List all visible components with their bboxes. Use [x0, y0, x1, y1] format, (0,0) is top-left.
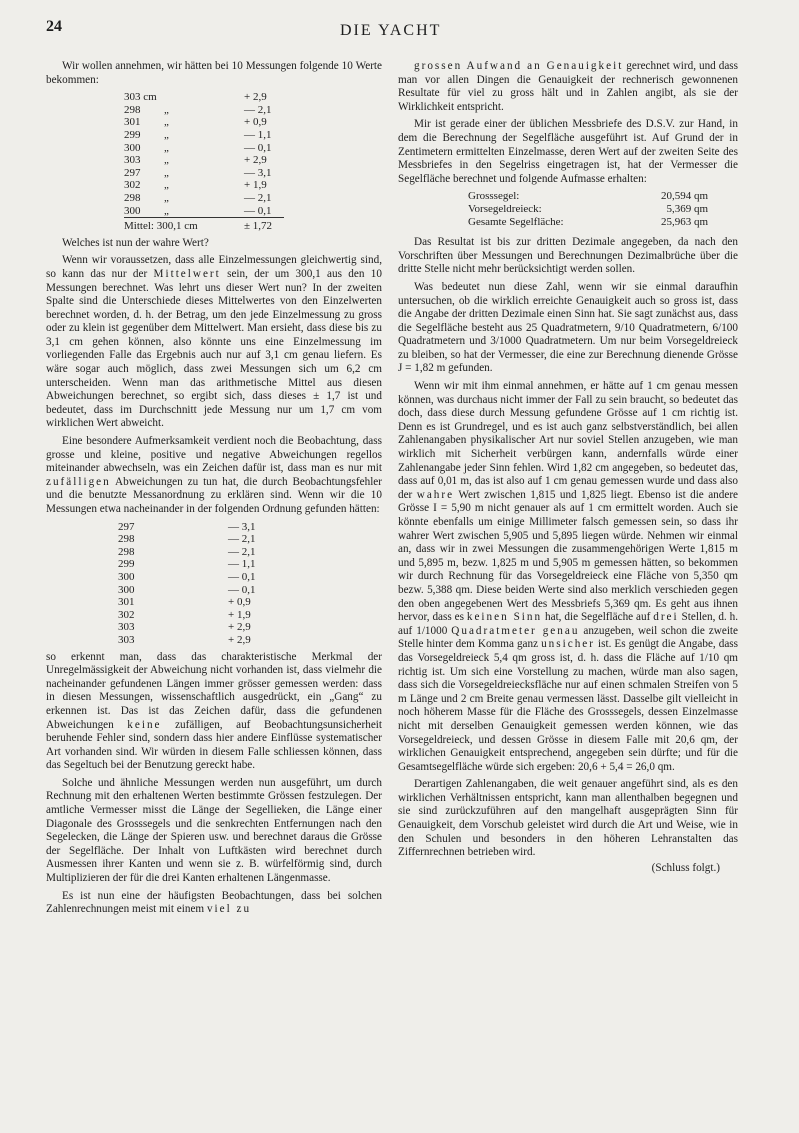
table-cell: „	[164, 141, 169, 154]
journal-title: DIE YACHT	[340, 22, 442, 39]
table-cell: + 0,9	[244, 116, 267, 129]
table-row	[124, 91, 284, 104]
paragraph: Wenn wir mit ihm einmal annehmen, er hätte auf 1 cm genau messen können, was durchaus nicht immer der Fall zu sein braucht, so bedeutet das doch, dass diese durch Messung gefundene Grösse auf 1 cm richtig ist. Denn es ist Grundregel, und es ist auch ganz selbstverständlich, bei allen Zahlenangaben physikalischer Art nur soviel Stellen anzugeben, wie man wirklich mit Sicherheit verbürgen kann, andernfalls würde einer Zahlenangabe jeder Sinn fehlen. Wird 1,82 cm angegeben, so bedeutet das, dass auf 0,01 m, das ist also auf 1 cm genau gemessen wurde und dass also der wahre Wert zwischen 1,815 und 1,825 liegt. Ebenso ist die andere Grösse I = 5,90 m nicht genauer als auf 1 cm ermittelt worden. Auch sie könnte ebenfalls um einige Millimeter falsch gemessen sein, so dass ihr wahrer Wert zwischen 5,905 und 5,895 liegen würde. Nehmen wir einmal an, dass wir in zwei Messungen die zusammengehörigen Werte 1,815 m und 5,895 m, bezw. 1,825 m und 5,905 m gemessen hätten, so bekommen wir durch Rechnung für das Vorsegeldreieck eine Fläche von 5,350 qm bezw. 5,388 qm. Diese beiden Werte sind also merklich verschieden gegen den oben angegebenen Wert des Messbriefs 5,369 qm. Es geht aus ihnen hervor, dass es keinen Sinn hat, die Segelfläche auf drei Stellen, d. h. auf 1/1000 Quadratmeter genau anzugeben, weil schon die zweite Stelle hinter dem Komma ganz unsicher ist. Es genügt die Angabe, dass das Vorsegeldreieck 5,4 qm gross ist, d. h. dass die Fläche auf 1/10 qm richtig ist. Um sich eine Vorstellung zu machen, würde man also sagen, dass sich die Vorsegeldreiecksfläche nur auf einen schmalen Streifen von 5 m Länge und 2 cm Breite genau vermessen lässt. Dasselbe gilt vielleicht in noch höherem Masse für die Fläche des Grosssegels, dessen Einzelmasse nicht mit derselben Genauigkeit gemessen werden können, wie das Vorsegeldreieck, und dessen Grösse in diesem Falle mit 20,6 qm, der wirklichen Genauigkeit entsprechend, angegeben sein dürfte; und für die Gesamtsegelfläche würde sich ergeben: 20,6 + 5,4 = 26,0 qm.	[398, 380, 739, 773]
table-cell: 300	[124, 204, 141, 217]
table-cell: + 2,9	[228, 633, 251, 646]
measurement-table-1	[124, 91, 284, 233]
mean-row	[124, 218, 284, 233]
paragraph: Das Resultat ist bis zur dritten Dezimale angegeben, da nach den Vorschriften über Messungen und Berechnungen Dezimalbrüche über die dritte Stelle nicht mehr berücksichtigt werden sollen.	[398, 236, 738, 276]
table-row	[118, 571, 278, 584]
table-row	[124, 129, 284, 142]
paragraph: Eine besondere Aufmerksamkeit verdient noch die Beobachtung, dass grosse und kleine, positive und negative Abweichungen regellos miteinander abwechseln, was ein Zeichen dafür ist, dass man es nur mit zufälligen Abweichungen zu tun hat, die durch Beobachtungsfehler und die benutzte Messanordnung zu erklären sind. Wenn wir die 10 Messungen etwa nacheinander in der folgenden Ordnung gefunden hätten:	[46, 435, 382, 515]
table-cell: + 1,9	[228, 608, 251, 621]
to-be-continued: (Schluss folgt.)	[651, 861, 720, 874]
question: Welches ist nun der wahre Wert?	[62, 236, 209, 249]
paragraph: so erkennt man, dass das charakteristische Merkmal der Unregelmässigkeit der Abweichung nicht vorhanden ist, dass vielmehr die nacheinander gefundenen Längen immer grösser gemessen werden: dass in diesen Messungen, wissenschaftlich ausgedrückt, ein „Gang“ zu erkennen ist. Das ist das Zeichen dafür, dass die gefundenen Abweichungen keine zufälligen, auf Beobachtungsunsicherheit beruhende Fehler sind, sondern dass hier andere Einflüsse systematischer Art vorhanden sind. Wir würden in diesem Falle schliessen können, dass das Segeltuch bei der Benutzung gereckt habe.	[46, 650, 383, 772]
table-row	[124, 179, 284, 192]
table-row	[118, 609, 278, 622]
table-row	[124, 154, 284, 167]
table-row	[124, 104, 284, 117]
table-cell: — 2,1	[228, 533, 256, 546]
table-row	[124, 116, 284, 129]
table-cell: „	[164, 191, 169, 204]
table-cell: 5,369 qm	[666, 202, 708, 215]
table-row	[468, 203, 708, 216]
table-cell: 299	[118, 558, 135, 571]
table-cell: 299	[124, 128, 141, 141]
table-cell: — 3,1	[228, 520, 256, 533]
mean-deviation: ± 1,72	[244, 218, 284, 233]
table-row	[118, 546, 278, 559]
table-cell: 301	[124, 116, 141, 129]
table-cell: 298	[124, 191, 141, 204]
table-cell: — 3,1	[244, 166, 272, 179]
sail-area-table	[468, 190, 708, 228]
table-cell	[164, 91, 244, 104]
table-cell: 303	[124, 154, 141, 167]
table-cell: „	[164, 154, 169, 167]
table-cell: — 2,1	[244, 103, 272, 116]
table-cell: + 2,9	[244, 154, 267, 167]
table-cell: — 0,1	[228, 570, 256, 583]
table-cell: 297	[124, 166, 141, 179]
table-cell: 303	[118, 633, 135, 646]
table-row	[468, 216, 708, 229]
table-cell: „	[164, 128, 169, 141]
table-cell: 298	[118, 545, 135, 558]
table-cell: „	[164, 204, 169, 217]
table-row	[468, 190, 708, 203]
table-cell: 302	[124, 179, 141, 192]
table-cell: „	[164, 166, 169, 179]
paragraph: Wenn wir voraussetzen, dass alle Einzelmessungen gleichwertig sind, so kann das nur der Mittelwert sein, der um 300,1 aus den 10 Messungen berechnet. Was lehrt uns dieser Wert nun? In der zweiten Spalte sind die Unterschiede dieses Mittelwertes von den Einzelwerten berechnet worden, d. h. der Betrag, um den jede Einzelmessung zu gross oder zu klein ist gegenüber dem Mittelwert. Man ersieht, dass diese bis zu 3,1 cm gehen können, also könnte uns eine Einzelmessung im vorliegenden Falle das Ergebnis auch nur auf 3,1 cm genau liefern. Es wäre sogar auch möglich, dass zwei Messungen sich um 6,2 cm unterscheiden. Wenn man das arithmetische Mittel aus diesen Abweichungen berechnet, so ergibt sich, dass dieses ± 1,7 ist und bedeutet, dass im Durchschnitt jede Messung nur um 1,7 cm vom wirklichen Wert abweicht.	[46, 254, 382, 430]
table-cell: Grosssegel:	[468, 190, 520, 203]
right-column	[398, 60, 738, 887]
table-cell: 302	[118, 608, 135, 621]
left-column	[46, 60, 382, 921]
table-cell: — 2,1	[228, 545, 256, 558]
table-cell: 297	[118, 520, 135, 533]
table-cell: 298	[124, 103, 141, 116]
table-cell: — 0,1	[228, 583, 256, 596]
paragraph: Was bedeutet nun diese Zahl, wenn wir sie einmal daraufhin untersuchen, ob die wirklich erreichte Genauigkeit auch so gross ist, dass die Angabe der dritten Dezimale einen Sinn hat. Sie sagt zunächst aus, dass die Segelfläche besteht aus 25 Quadratmetern, 9/10 Quadratmetern, 6/100 Quadratmetern und 3/1000 Quadratmetern. Um nur beim Vorsegeldreieck zu bleiben, so hat der Vermesser, die eine zur Berechnung dienende Grösse J = 1,82 m gefunden.	[398, 280, 738, 375]
table-cell: 300	[118, 570, 135, 583]
mean-label: Mittel: 300,1 cm	[124, 218, 244, 233]
table-cell: + 2,9	[244, 91, 267, 104]
table-cell: 300	[124, 141, 141, 154]
table-row	[118, 596, 278, 609]
table-cell: + 2,9	[228, 621, 251, 634]
table-cell: Vorsegeldreieck:	[468, 202, 542, 215]
paragraph: Solche und ähnliche Messungen werden nun ausgeführt, um durch Rechnung mit den erhaltenen Werten bestimmte Grössen festzulegen. Der amtliche Vermesser misst die Länge der Segellieken, die Länge einer Diagonale des Grosssegels und die senkrechten Entfernungen nach den Segelecken, die Länge der Spieren usw. und berechnet daraus die Grösse der Segelfläche. Der Inhalt von Luftkästen wird berechnet durch Ausmessen ihrer Kanten und wenn sie z. B. würfelförmig sind, durch Multiplizieren der für die drei Kanten erhaltenen Längenmasse.	[46, 776, 382, 885]
table-row	[118, 521, 278, 534]
table-cell: 301	[118, 596, 135, 609]
table-cell: 303	[118, 621, 135, 634]
table-row	[124, 142, 284, 155]
table-row	[124, 205, 284, 218]
table-cell: Gesamte Segelfläche:	[468, 215, 564, 228]
table-cell: 300	[118, 583, 135, 596]
paragraph: Wir wollen annehmen, wir hätten bei 10 Messungen folgende 10 Werte bekommen:	[46, 60, 382, 86]
table-cell: 25,963 qm	[660, 215, 708, 228]
table-cell: „	[164, 116, 169, 129]
table-cell: — 0,1	[244, 204, 272, 217]
page-number: 24	[46, 18, 62, 35]
measurement-table-2	[118, 521, 278, 647]
table-row	[118, 558, 278, 571]
table-row	[118, 621, 278, 634]
table-cell: — 1,1	[228, 558, 256, 571]
table-cell: 303 cm	[124, 91, 157, 104]
paragraph: Mir ist gerade einer der üblichen Messbriefe des D.S.V. zur Hand, in dem die Berechnung der Segelfläche ausgeführt ist. Auf Grund der in Zentimetern ermittelten Einzelmasse, deren Wert auf der zweiten Seite des Messbriefes in den Segelriss eingetragen ist, hat der Vermesser die Segelfläche berechnet und folgende Aufmasse erhalten:	[398, 118, 738, 185]
table-cell: — 0,1	[244, 141, 272, 154]
table-cell: — 1,1	[244, 128, 272, 141]
table-row	[118, 634, 278, 647]
table-row	[118, 533, 278, 546]
table-row	[124, 167, 284, 180]
table-row	[124, 192, 284, 205]
paragraph: Es ist nun eine der häufigsten Beobachtungen, dass bei solchen Zahlenrechnungen meist mit einem viel zu	[46, 889, 382, 916]
table-cell: „	[164, 179, 169, 192]
table-cell: — 2,1	[244, 191, 272, 204]
table-cell: + 1,9	[244, 179, 267, 192]
table-row	[118, 584, 278, 597]
table-cell: „	[164, 103, 169, 116]
paragraph: Derartigen Zahlenangaben, die weit genauer angeführt sind, als es den wirklichen Verhältnissen entspricht, kann man allenthalben begegnen und sie sind zurückzuführen auf den mangelhaft ausgeprägten Sinn für Genauigkeit, dem Vorschub geleistet wird durch die Art und Weise, wie in den Schulen und besonders in den höheren Lehranstalten das Ziffernrechnen betrieben wird.	[398, 778, 738, 859]
paragraph: grossen Aufwand an Genauigkeit gerechnet wird, und dass man vor allen Dingen die Genauigkeit der rechnerisch gewonnenen Resultate für viel zu gross hält und in Zahlen angibt, als sie der Wirklichkeit entspricht.	[398, 60, 738, 113]
table-cell: + 0,9	[228, 596, 251, 609]
page-header	[0, 18, 799, 46]
table-cell: 298	[118, 533, 135, 546]
table-cell: 20,594 qm	[660, 190, 708, 203]
